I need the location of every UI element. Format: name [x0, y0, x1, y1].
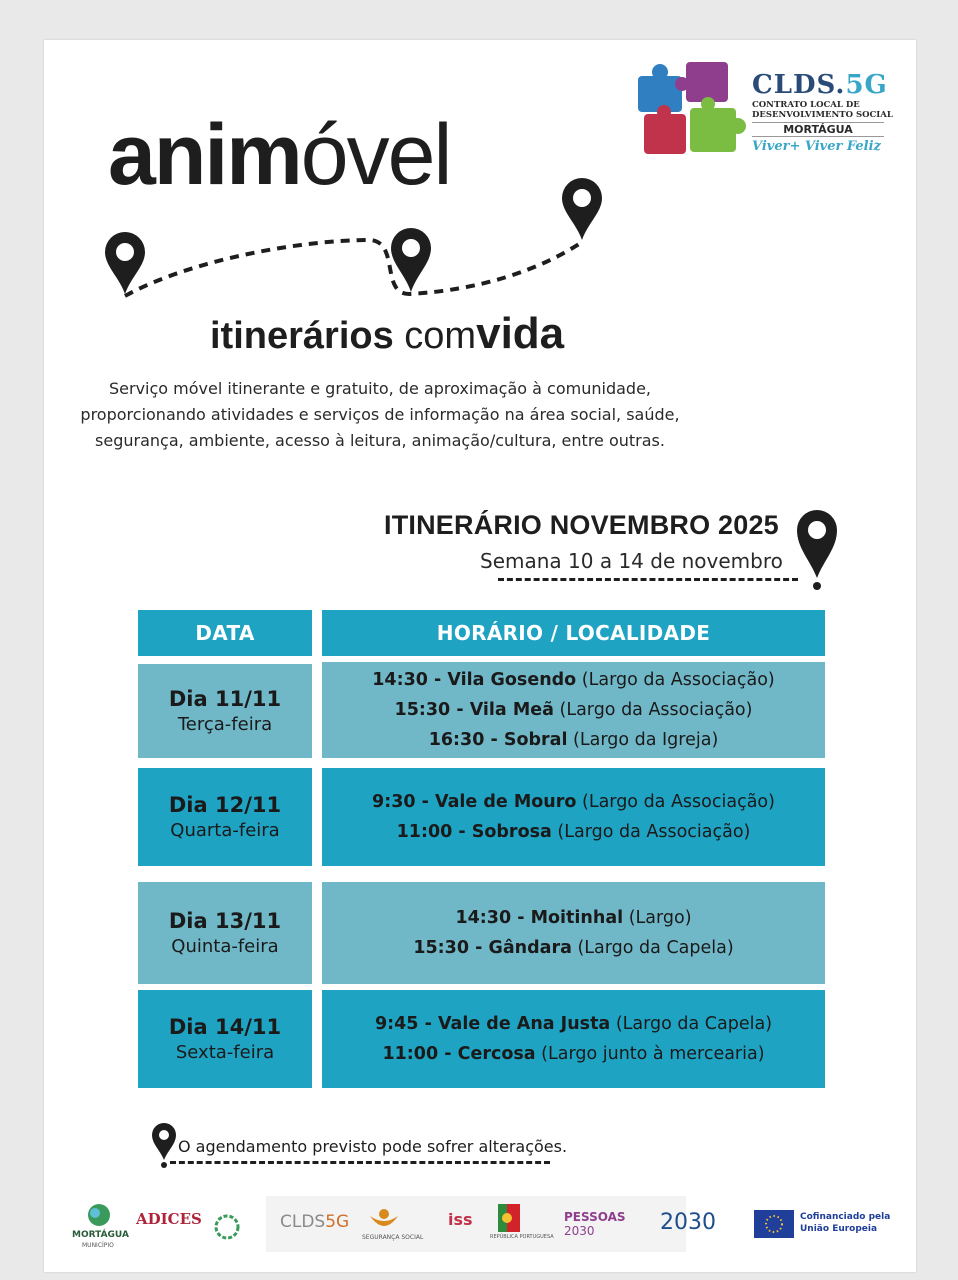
portugal-2030-logo: 2030 [660, 1210, 716, 1235]
table-row-schedule [322, 768, 825, 866]
schedule-entry: 15:30 - Gândara (Largo da Capela) [413, 938, 734, 958]
pessoas-logo: PESSOAS [564, 1210, 626, 1224]
mortagua-emblem-icon [84, 1202, 114, 1228]
disclaimer-note: O agendamento previsto pode sofrer alterações. [178, 1137, 568, 1156]
dashed-divider [498, 578, 798, 581]
iss-logo: iss [448, 1210, 473, 1229]
mortagua-logo: MORTÁGUA [72, 1230, 129, 1240]
route-illustration [100, 170, 620, 310]
clds-logo: CLDS.5G CONTRATO LOCAL DE DESENVOLVIMENTO SOCIAL MORTÁGUA Viver+ Viver Feliz [752, 70, 893, 154]
map-pin-icon [105, 232, 145, 294]
schedule-entry: 11:00 - Cercosa (Largo junto à mercearia) [382, 1044, 765, 1064]
schedule-entry: 14:30 - Moitinhal (Largo) [455, 908, 692, 928]
schedule-entry: 11:00 - Sobrosa (Largo da Associação) [396, 822, 751, 842]
schedule-entry: 15:30 - Vila Meã (Largo da Associação) [394, 700, 753, 720]
eu-cofinance-line2: União Europeia [800, 1224, 878, 1234]
table-row-date [138, 990, 312, 1088]
weekday-label: Quarta-feira [170, 820, 280, 841]
day-label: Dia 13/11 [168, 909, 282, 933]
weekday-label: Terça-feira [177, 714, 273, 735]
anniversary-badge-icon [214, 1214, 240, 1240]
map-pin-icon [391, 228, 431, 292]
map-pin-icon [794, 506, 840, 590]
service-description: Serviço móvel itinerante e gratuito, de aproximação à comunidade, proporcionando atividades e serviços de informação na área social, saúde, segurança, ambiente, acesso à leitura, animação/cultura, entre outras. [80, 379, 680, 450]
table-header-schedule: HORÁRIO / LOCALIDADE [322, 610, 825, 656]
day-label: Dia 12/11 [168, 793, 282, 817]
table-row-date [138, 882, 312, 984]
portugal-label: REPÚBLICA PORTUGUESA [490, 1234, 554, 1240]
eu-flag-icon [754, 1210, 794, 1238]
dashed-divider [170, 1161, 550, 1164]
pessoas-year: 2030 [564, 1224, 595, 1238]
table-row-date [138, 664, 312, 758]
itinerary-title: ITINERÁRIO NOVEMBRO 2025 [384, 510, 779, 540]
tagline: itinerários comvida [210, 309, 565, 358]
portugal-emblem-icon [498, 1204, 520, 1232]
dashed-route-line [125, 240, 582, 296]
table-row-schedule [322, 990, 825, 1088]
schedule-entry: 16:30 - Sobral (Largo da Igreja) [428, 730, 719, 750]
animovel-title: animóvel [108, 107, 451, 203]
footer-logos [66, 1196, 891, 1256]
table-row-date [138, 768, 312, 866]
eu-cofinance-line1: Cofinanciado pela [800, 1212, 891, 1222]
table-row-schedule [322, 662, 825, 758]
weekday-label: Quinta-feira [171, 936, 279, 957]
seguranca-social-label: SEGURANÇA SOCIAL [362, 1234, 424, 1241]
schedule-entry: 9:45 - Vale de Ana Justa (Largo da Capela) [374, 1014, 773, 1034]
schedule-entry: 14:30 - Vila Gosendo (Largo da Associação) [372, 670, 775, 690]
day-label: Dia 14/11 [168, 1015, 282, 1039]
day-label: Dia 11/11 [168, 687, 282, 711]
table-row-schedule [322, 882, 825, 984]
mortagua-sub: MUNICÍPIO [82, 1242, 114, 1249]
seguranca-social-icon [366, 1206, 402, 1232]
weekday-label: Sexta-feira [175, 1042, 275, 1063]
puzzle-logo-icon [634, 58, 746, 158]
map-pin-icon [562, 178, 602, 240]
clds-footer-logo: CLDS5G [280, 1212, 350, 1232]
itinerary-week: Semana 10 a 14 de novembro [480, 549, 783, 573]
schedule-entry: 9:30 - Vale de Mouro (Largo da Associação) [372, 792, 775, 812]
table-header-date: DATA [138, 610, 312, 656]
adices-logo: ADICES [136, 1210, 202, 1228]
